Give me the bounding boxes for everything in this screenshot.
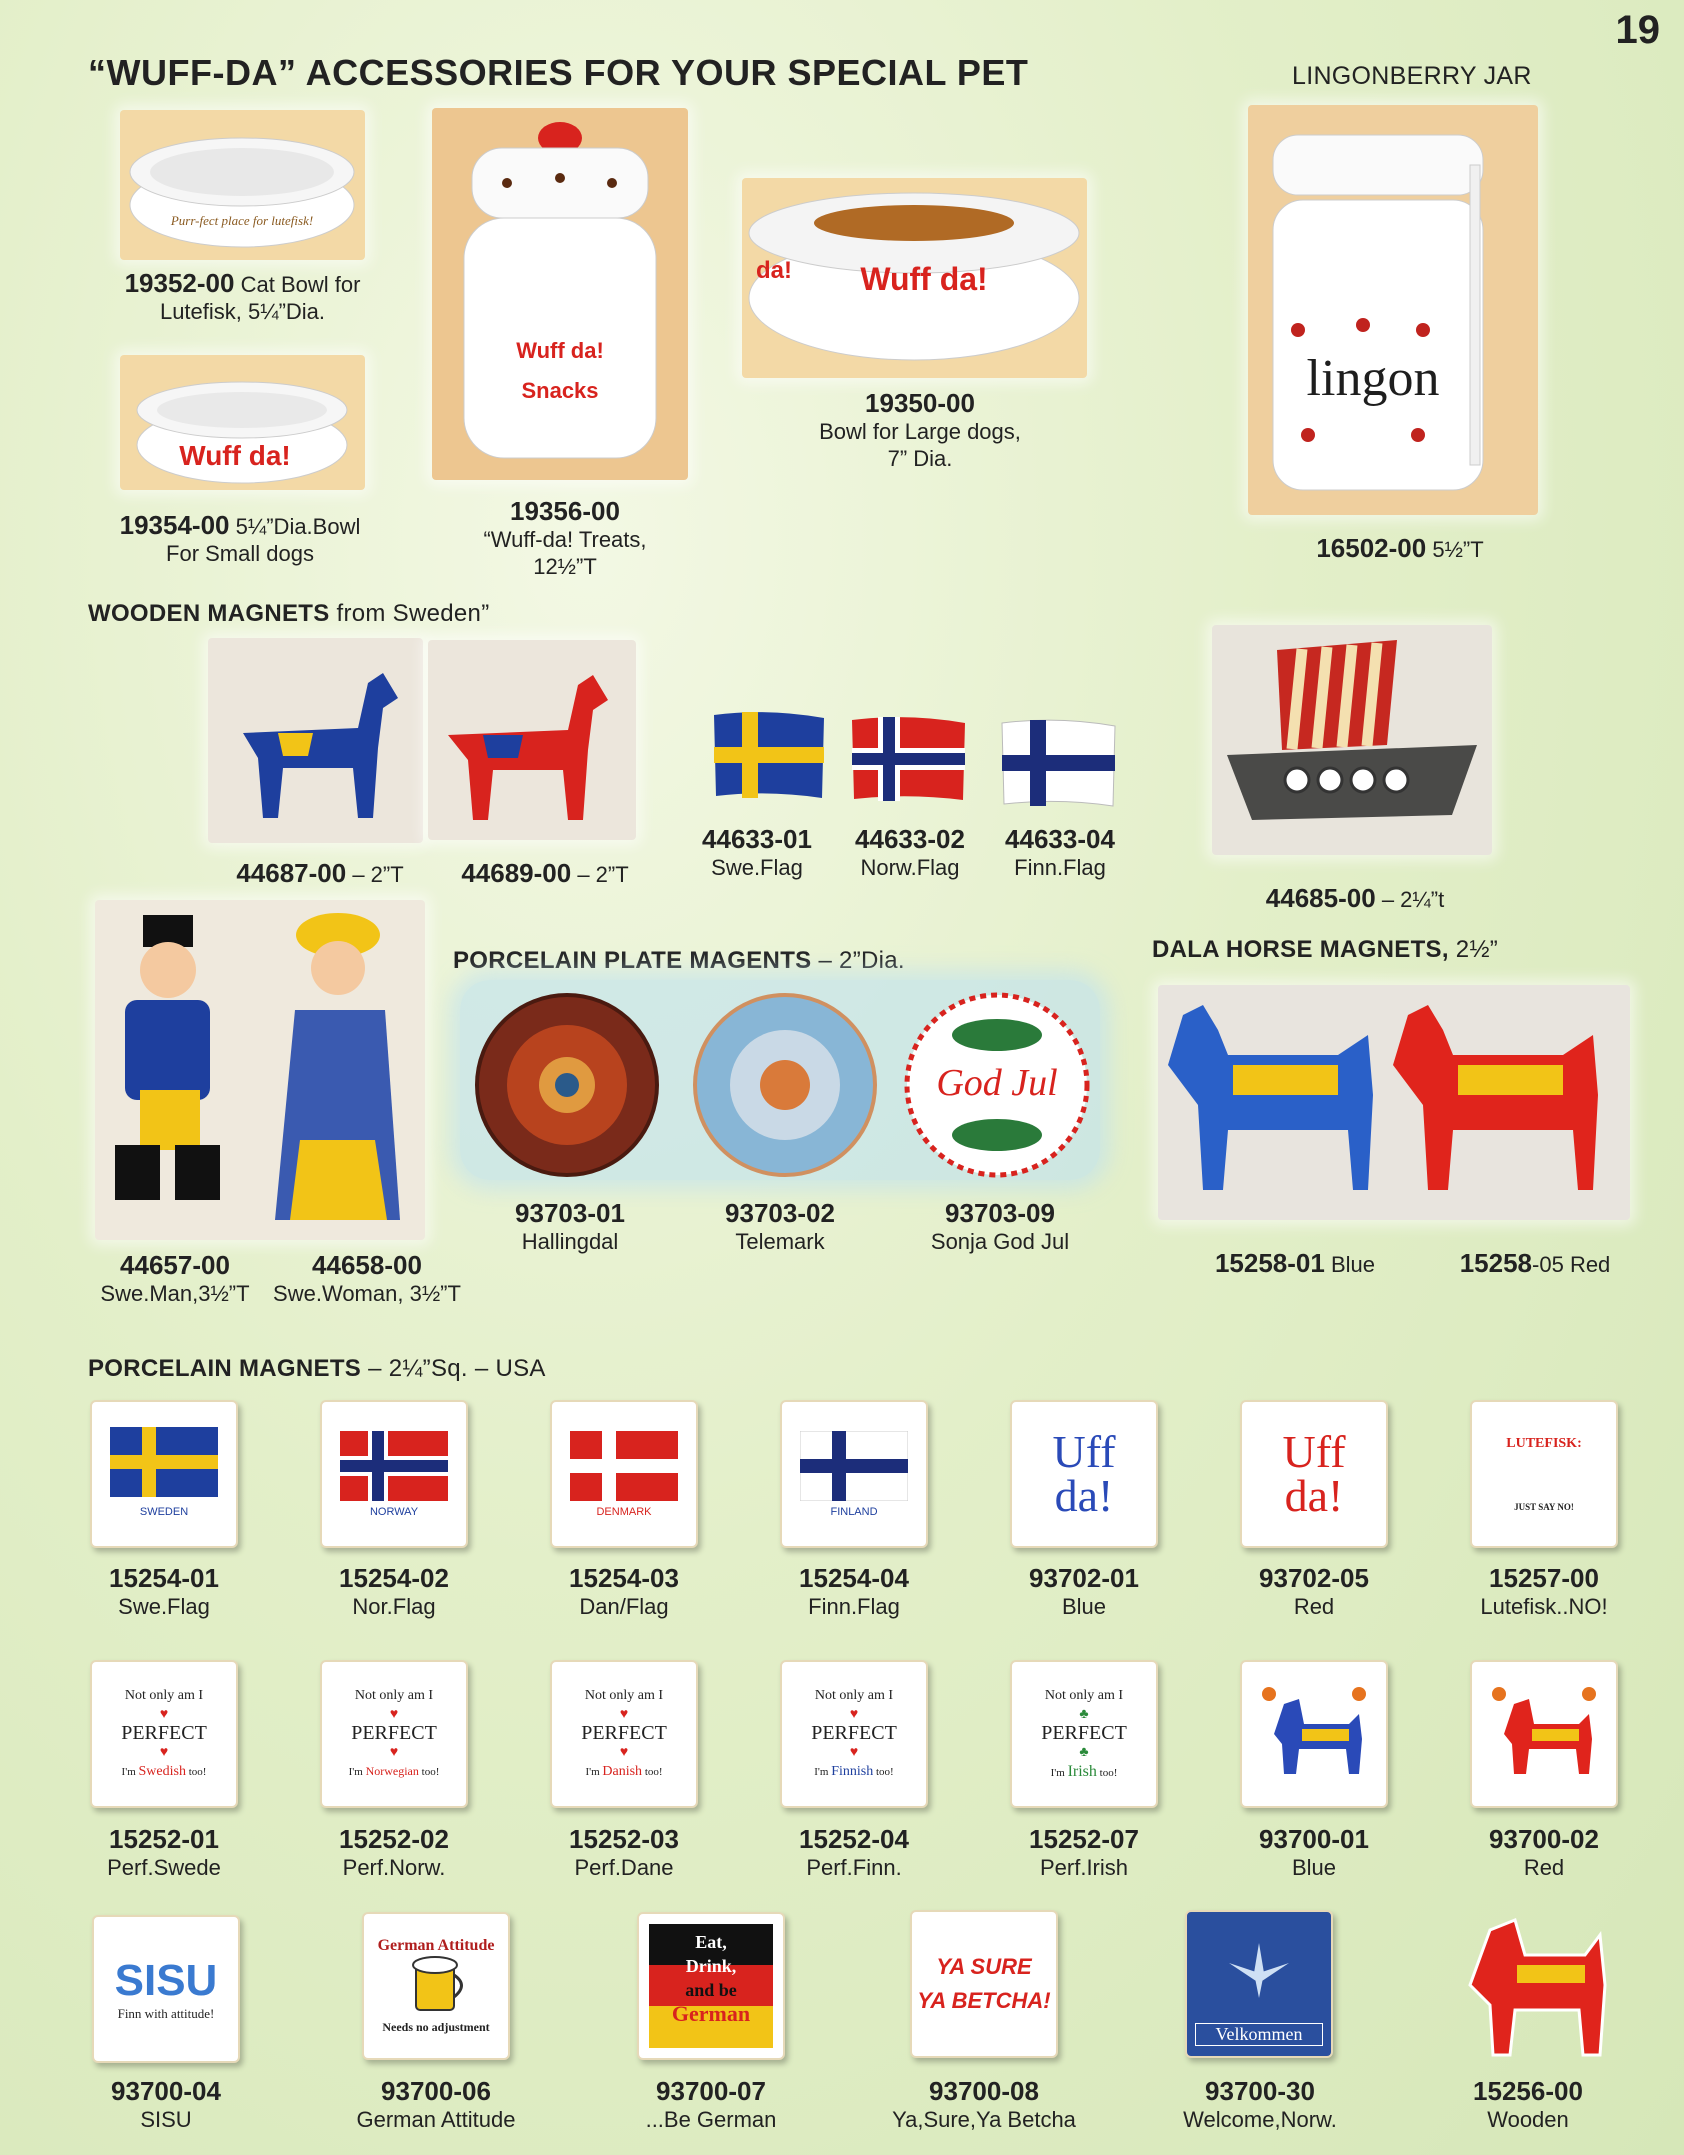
dala-magnets-heading: DALA HORSE MAGNETS, 2½” xyxy=(1152,936,1499,963)
lutefisk-tile: LUTEFISK: JUST SAY NO! xyxy=(1470,1400,1618,1548)
wooden-magnets-heading: WOODEN MAGNETS from Sweden” xyxy=(88,600,490,627)
dala-blue-tile xyxy=(1240,1660,1388,1808)
product-15254-02: 15254-02 Nor.Flag xyxy=(339,1563,449,1619)
product-15254-01: 15254-01 Swe.Flag xyxy=(109,1563,219,1619)
product-44689: 44689-00 – 2”T xyxy=(461,858,629,888)
product-93700-02: 93700-02 Red xyxy=(1489,1824,1599,1880)
svg-text:God Jul: God Jul xyxy=(936,1062,1058,1104)
plate-magnets-heading: PORCELAIN PLATE MAGENTS – 2”Dia. xyxy=(453,947,905,974)
ya-sure-tile: YA SURE YA BETCHA! xyxy=(910,1910,1058,2058)
god-jul-plate xyxy=(902,990,1092,1180)
svg-text:lingon: lingon xyxy=(1306,350,1440,407)
product-15252-02: 15252-02 Perf.Norw. xyxy=(339,1824,449,1880)
page-number: 19 xyxy=(1615,8,1660,52)
product-15252-01: 15252-01 Perf.Swede xyxy=(107,1824,221,1880)
norwegian-flag-magnet xyxy=(850,715,968,805)
perfect-swede-tile: Not only am I ♥ PERFECT ♥ I'm Swedish too! xyxy=(90,1660,238,1808)
cat-bowl-photo xyxy=(120,110,365,260)
product-15256-00: 15256-00 Wooden xyxy=(1473,2076,1583,2132)
product-93702-05: 93702-05 Red xyxy=(1259,1563,1369,1619)
porcelain-magnets-heading: PORCELAIN MAGNETS – 2¼”Sq. – USA xyxy=(88,1355,546,1382)
red-horse-magnet-photo xyxy=(428,640,636,840)
product-44685: 44685-00 – 2¼”t xyxy=(1265,883,1445,913)
product-93700-06: 93700-06 German Attitude xyxy=(356,2076,516,2132)
perfect-danish-tile: Not only am I ♥ PERFECT ♥ I'm Danish too! xyxy=(550,1660,698,1808)
svg-text:Wuff da!: Wuff da! xyxy=(860,261,988,297)
product-44633-01: 44633-01 Swe.Flag xyxy=(702,824,812,880)
dala-red-tile xyxy=(1470,1660,1618,1808)
cat-bowl-print: Purr-fect place for lutefisk! xyxy=(170,213,314,228)
page-title: “WUFF-DA” ACCESSORIES FOR YOUR SPECIAL PET xyxy=(88,52,1029,93)
svg-text:Wuff da!: Wuff da! xyxy=(516,338,604,363)
product-93703-01: 93703-01 Hallingdal xyxy=(515,1198,625,1254)
product-19352: 19352-00 Cat Bowl for Lutefisk, 5¼”Dia. xyxy=(124,268,361,324)
finnish-flag-magnet xyxy=(1000,718,1118,810)
product-15258-01: 15258-01 Blue xyxy=(1214,1248,1376,1278)
uff-da-blue-tile: Uff da! xyxy=(1010,1400,1158,1548)
sisu-tile: SISU Finn with attitude! xyxy=(92,1915,240,2063)
viking-ship-magnet-photo xyxy=(1212,625,1492,855)
product-15252-04: 15252-04 Perf.Finn. xyxy=(799,1824,909,1880)
product-44657: 44657-00 Swe.Man,3½”T xyxy=(100,1250,250,1306)
perfect-norwegian-tile: Not only am I ♥ PERFECT ♥ I'm Norwegian too! xyxy=(320,1660,468,1808)
perfect-irish-tile: Not only am I ♣ PERFECT ♣ I'm Irish too! xyxy=(1010,1660,1158,1808)
wooden-dala-horse-magnet xyxy=(1455,1905,1620,2065)
product-16502: 16502-00 5½”T xyxy=(1316,533,1484,563)
dala-horse-magnets-photo xyxy=(1158,985,1630,1220)
sweden-flag-tile: SWEDEN xyxy=(90,1400,238,1548)
telemark-plate xyxy=(690,990,880,1180)
denmark-flag-tile: DENMARK xyxy=(550,1400,698,1548)
product-19356: 19356-00 “Wuff-da! Treats, 12½”T xyxy=(483,496,647,579)
product-15258-05: 15258-05 Red xyxy=(1459,1248,1611,1278)
lingonberry-jar-photo xyxy=(1248,105,1538,515)
svg-text:Snacks: Snacks xyxy=(521,378,599,403)
product-15252-03: 15252-03 Perf.Dane xyxy=(569,1824,679,1880)
svg-text:Wuff da!: Wuff da! xyxy=(179,440,291,471)
small-dog-bowl-photo xyxy=(120,355,365,490)
product-93700-08: 93700-08 Ya,Sure,Ya Betcha xyxy=(892,2076,1076,2132)
large-dog-bowl-photo xyxy=(742,178,1087,378)
product-93700-07: 93700-07 ...Be German xyxy=(645,2076,777,2132)
product-15254-03: 15254-03 Dan/Flag xyxy=(569,1563,679,1619)
product-19354: 19354-00 5¼”Dia.Bowl For Small dogs xyxy=(119,510,361,566)
svg-text:da!: da! xyxy=(756,257,792,284)
swedish-flag-magnet xyxy=(712,710,827,802)
product-44658: 44658-00 Swe.Woman, 3½”T xyxy=(273,1250,461,1306)
velkommen-tile: Velkommen xyxy=(1185,1910,1333,2058)
product-44633-02: 44633-02 Norw.Flag xyxy=(855,824,965,880)
product-19350: 19350-00 Bowl for Large dogs, 7” Dia. xyxy=(819,388,1021,471)
be-german-tile: Eat, Drink, and be German xyxy=(637,1912,785,2060)
german-attitude-tile: German Attitude Needs no adjustment xyxy=(362,1912,510,2060)
product-93700-30: 93700-30 Welcome,Norw. xyxy=(1183,2076,1337,2132)
swedish-couple-magnet-photo xyxy=(95,900,425,1240)
product-93703-09: 93703-09 Sonja God Jul xyxy=(930,1198,1070,1254)
treat-jar-photo xyxy=(432,108,688,480)
finland-flag-tile: FINLAND xyxy=(780,1400,928,1548)
product-44633-04: 44633-04 Finn.Flag xyxy=(1005,824,1115,880)
product-93703-02: 93703-02 Telemark xyxy=(725,1198,835,1254)
product-15257-00: 15257-00 Lutefisk..NO! xyxy=(1480,1563,1608,1619)
product-15252-07: 15252-07 Perf.Irish xyxy=(1029,1824,1139,1880)
blue-horse-magnet-photo xyxy=(208,638,423,843)
product-93700-01: 93700-01 Blue xyxy=(1259,1824,1369,1880)
lingonberry-heading: LINGONBERRY JAR xyxy=(1292,62,1532,90)
product-93702-01: 93702-01 Blue xyxy=(1029,1563,1139,1619)
product-44687: 44687-00 – 2”T xyxy=(236,858,404,888)
product-93700-04: 93700-04 SISU xyxy=(111,2076,221,2132)
perfect-finnish-tile: Not only am I ♥ PERFECT ♥ I'm Finnish too! xyxy=(780,1660,928,1808)
uff-da-red-tile: Uff da! xyxy=(1240,1400,1388,1548)
hallingdal-plate xyxy=(472,990,662,1180)
norway-flag-tile: NORWAY xyxy=(320,1400,468,1548)
product-15254-04: 15254-04 Finn.Flag xyxy=(799,1563,909,1619)
